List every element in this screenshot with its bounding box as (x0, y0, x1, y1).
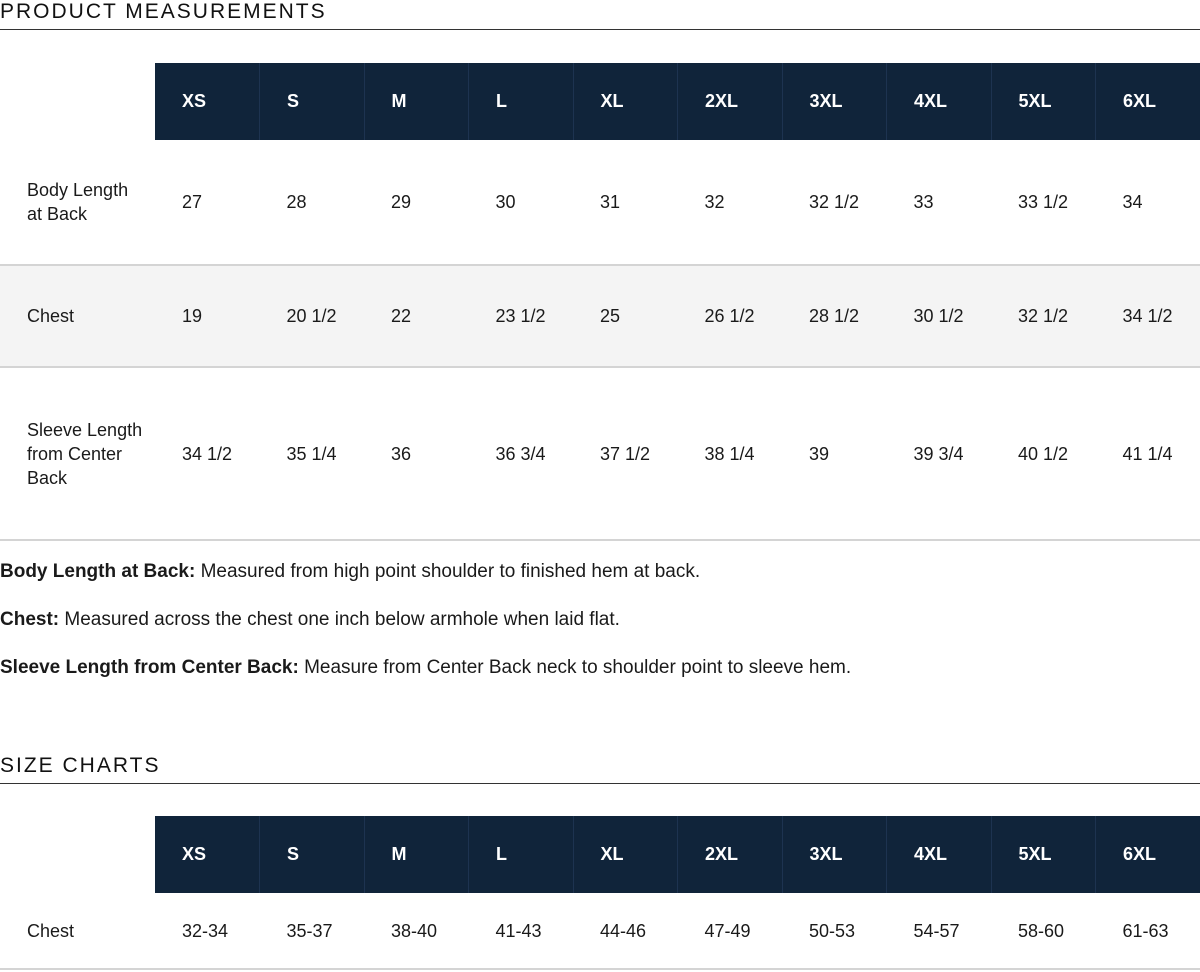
table-row (0, 367, 1200, 540)
size-range-cell: 41-43 (469, 893, 574, 969)
row-label: Chest (0, 265, 155, 367)
size-header: 5XL (991, 63, 1096, 140)
size-header: S (260, 816, 365, 893)
measurement-cell: 28 (260, 140, 365, 265)
measurement-cell: 23 1/2 (469, 265, 574, 367)
table-row (0, 265, 1200, 367)
measurement-cell: 36 3/4 (469, 367, 574, 540)
measurement-cell: 31 (573, 140, 678, 265)
measurement-cell: 32 1/2 (782, 140, 887, 265)
size-range-cell: 35-37 (260, 893, 365, 969)
size-range-cell: 58-60 (991, 893, 1096, 969)
measurement-cell: 25 (573, 265, 678, 367)
measurement-cell: 33 (887, 140, 992, 265)
header-corner (0, 63, 155, 140)
measurement-cell: 37 1/2 (573, 367, 678, 540)
size-header: M (364, 63, 469, 140)
measurement-cell: 32 (678, 140, 783, 265)
size-range-cell: 38-40 (364, 893, 469, 969)
definition-body-length (0, 560, 1200, 584)
size-header: XS (155, 63, 260, 140)
measurement-cell: 30 (469, 140, 574, 265)
definition-text: Measured from high point shoulder to finished hem at back. (195, 561, 701, 582)
measurement-cell: 34 1/2 (1096, 265, 1200, 367)
size-range-cell: 44-46 (573, 893, 678, 969)
measurement-cell: 41 1/4 (1096, 367, 1200, 540)
table-row (0, 893, 1200, 969)
size-header: L (469, 816, 574, 893)
measurement-cell: 27 (155, 140, 260, 265)
measurement-cell: 30 1/2 (887, 265, 992, 367)
definition-text: Measure from Center Back neck to shoulder point to sleeve hem. (298, 657, 852, 678)
measurement-cell: 29 (364, 140, 469, 265)
definition-term: Chest: (0, 609, 60, 630)
size-range-cell: 32-34 (155, 893, 260, 969)
measurement-cell: 39 (782, 367, 887, 540)
definition-term: Body Length at Back: (0, 561, 196, 582)
size-range-cell: 47-49 (678, 893, 783, 969)
measurement-cell: 33 1/2 (991, 140, 1096, 265)
measurement-cell: 35 1/4 (260, 367, 365, 540)
size-charts-title: SIZE CHARTS (0, 754, 1200, 784)
size-header: 2XL (678, 63, 783, 140)
size-range-cell: 61-63 (1096, 893, 1200, 969)
size-header: 4XL (887, 816, 992, 893)
size-header: XL (573, 63, 678, 140)
size-header: XL (573, 816, 678, 893)
measurement-cell: 38 1/4 (678, 367, 783, 540)
measurement-definitions (0, 560, 1200, 704)
size-header: 2XL (678, 816, 783, 893)
measurement-cell: 22 (364, 265, 469, 367)
definition-sleeve-length (0, 656, 1200, 680)
product-measurements-table (0, 63, 1200, 541)
size-header: 3XL (782, 816, 887, 893)
size-header: 6XL (1096, 63, 1200, 140)
definition-term: Sleeve Length from Center Back: (0, 657, 299, 678)
row-label: Body Length at Back (0, 140, 155, 265)
header-corner (0, 816, 155, 893)
definition-chest (0, 608, 1200, 632)
size-header: 5XL (991, 816, 1096, 893)
definition-text: Measured across the chest one inch below armhole when laid flat. (59, 609, 620, 630)
row-label: Chest (0, 893, 155, 969)
measurement-cell: 19 (155, 265, 260, 367)
size-charts-table (0, 816, 1200, 970)
measurement-cell: 34 1/2 (155, 367, 260, 540)
table-header-row (0, 816, 1200, 893)
measurement-cell: 26 1/2 (678, 265, 783, 367)
size-header: M (364, 816, 469, 893)
row-label: Sleeve Length from Center Back (0, 367, 155, 540)
size-header: 3XL (782, 63, 887, 140)
measurement-cell: 40 1/2 (991, 367, 1096, 540)
size-header: 6XL (1096, 816, 1200, 893)
table-header-row (0, 63, 1200, 140)
size-range-cell: 54-57 (887, 893, 992, 969)
size-header: L (469, 63, 574, 140)
measurement-cell: 36 (364, 367, 469, 540)
measurement-cell: 28 1/2 (782, 265, 887, 367)
size-header: 4XL (887, 63, 992, 140)
measurement-cell: 39 3/4 (887, 367, 992, 540)
size-header: S (260, 63, 365, 140)
measurement-cell: 20 1/2 (260, 265, 365, 367)
size-header: XS (155, 816, 260, 893)
table-row (0, 140, 1200, 265)
product-measurements-title: PRODUCT MEASUREMENTS (0, 0, 1200, 30)
measurement-cell: 34 (1096, 140, 1200, 265)
measurement-cell: 32 1/2 (991, 265, 1096, 367)
size-range-cell: 50-53 (782, 893, 887, 969)
